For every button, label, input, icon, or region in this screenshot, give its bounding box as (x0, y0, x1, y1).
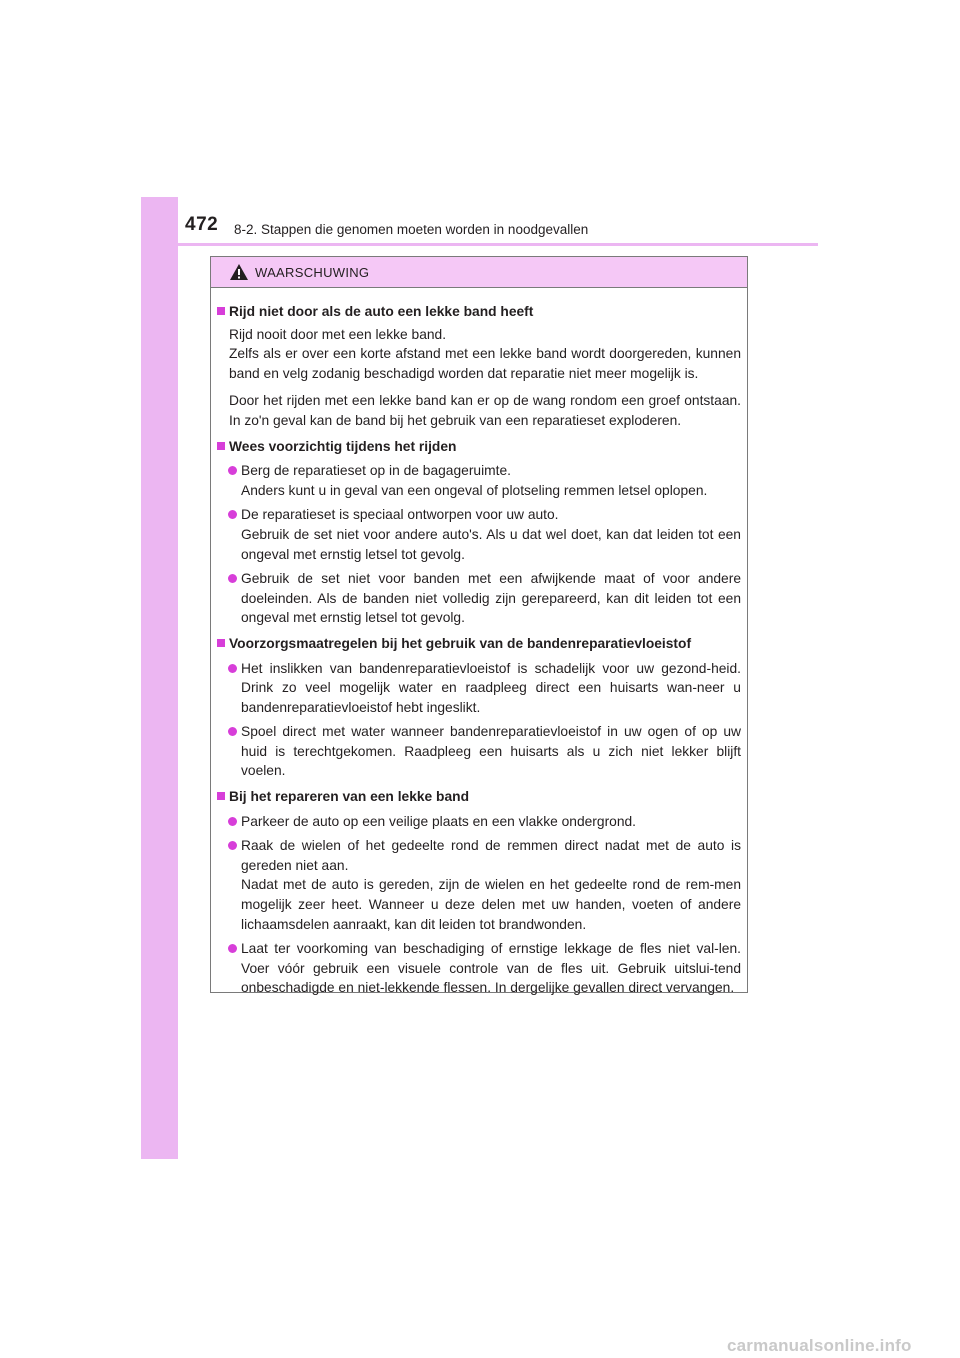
paragraph-line: Zelfs als er over een korte afstand met een lekke band wordt doorgereden, kunnen band en velg zodanig beschadigd worden dat reparatie niet meer mogelijk is. (229, 346, 741, 381)
bullet-line: Raak de wielen of het gedeelte rond de remmen direct nadat met de auto is gereden niet aan. (241, 838, 741, 873)
bullet-line: Nadat met de auto is gereden, zijn de wielen en het gedeelte rond de rem-men mogelijk zeer heet. Wanneer u deze delen met uw handen, voeten of andere lichaamsdelen aanraakt, kan dit leiden tot brandwonden. (241, 877, 741, 932)
section-title: 8-2. Stappen die genomen moeten worden in noodgevallen (234, 222, 589, 237)
bullet-line: Spoel direct met water wanneer bandenreparatievloeistof in uw ogen of op uw huid is terechtgekomen. Raadpleeg een huisarts als u zich niet lekker blijft voelen. (241, 724, 741, 779)
bullet-line: Gebruik de set niet voor andere auto's. Als u dat wel doet, kan dat leiden tot een ongeval met ernstig letsel tot gevolg. (241, 526, 741, 562)
square-bullet-icon (217, 442, 225, 450)
paragraph (217, 391, 741, 430)
warning-section (217, 437, 741, 628)
bullet-item (217, 505, 741, 564)
paragraph-line: Door het rijden met een lekke band kan er op de wang rondom een groef ontstaan. In zo'n geval kan de band bij het gebruik van een reparatieset exploderen. (229, 393, 741, 428)
watermark: carmanualsonline.info (727, 1336, 912, 1355)
paragraph (217, 325, 741, 384)
round-bullet-icon (228, 510, 237, 519)
bullet-item (217, 659, 741, 718)
warning-section (217, 787, 741, 998)
bullet-item (217, 569, 741, 628)
warning-body (211, 288, 747, 998)
bullet-line: Gebruik de set niet voor banden met een afwijkende maat of voor andere doeleinden. Als de banden niet volledig zijn gerepareerd, kan dit leiden tot een ongeval met ernstig letsel tot gevolg. (241, 571, 741, 626)
bullet-line: Het inslikken van bandenreparatievloeistof is schadelijk voor uw gezond-heid. Drink zo veel mogelijk water en raadpleeg direct een huisarts wan-neer u bandenreparatievloeistof hebt ingeslikt. (241, 660, 741, 715)
bullet-item (217, 461, 741, 500)
square-bullet-icon (217, 307, 225, 315)
bullet-line: Laat ter voorkoming van beschadiging of ernstige lekkage de fles niet val-len. Voer vóór gebruik een visuele controle van de fles uit. Gebruik uitslui-tend onbeschadigde en niet-lekkende flessen. In dergelijke gevallen direct vervangen. (241, 941, 741, 996)
bullet-line: Anders kunt u in geval van een ongeval of plotseling remmen letsel oplopen. (241, 482, 708, 498)
square-bullet-icon (217, 792, 225, 800)
round-bullet-icon (228, 574, 237, 583)
round-bullet-icon (228, 841, 237, 850)
bullet-line: De reparatieset is speciaal ontworpen voor uw auto. (241, 507, 559, 523)
round-bullet-icon (228, 817, 237, 826)
square-bullet-icon (217, 639, 225, 647)
bullet-item (217, 939, 741, 998)
warning-section (217, 634, 741, 781)
section-heading (217, 634, 741, 654)
section-heading-text: Bij het repareren van een lekke band (229, 789, 470, 805)
round-bullet-icon (228, 664, 237, 673)
bullet-line: Parkeer de auto op een veilige plaats en een vlakke ondergrond. (241, 813, 637, 829)
section-heading-text: Rijd niet door als de auto een lekke band heeft (229, 304, 534, 319)
side-tab (141, 197, 178, 1159)
warning-triangle-icon (229, 263, 249, 281)
page-number: 472 (185, 214, 219, 235)
round-bullet-icon (228, 466, 237, 475)
bullet-line: Berg de reparatieset op in de bagageruimte. (241, 463, 511, 479)
round-bullet-icon (228, 944, 237, 953)
section-heading (217, 787, 741, 807)
warning-section (217, 302, 741, 431)
warning-header (211, 257, 747, 288)
warning-box (210, 256, 748, 996)
header-rule (141, 243, 818, 246)
section-heading (217, 302, 741, 322)
bullet-item (217, 836, 741, 934)
paragraph-line: Rijd nooit door met een lekke band. (229, 326, 447, 342)
section-heading-text: Voorzorgsmaatregelen bij het gebruik van de bandenreparatievloeistof (229, 635, 692, 651)
warning-title: WAARSCHUWING (255, 265, 370, 280)
bullet-item (217, 812, 741, 832)
bullet-item (217, 722, 741, 781)
section-heading-text: Wees voorzichtig tijdens het rijden (229, 438, 457, 454)
round-bullet-icon (228, 727, 237, 736)
section-heading (217, 437, 741, 457)
